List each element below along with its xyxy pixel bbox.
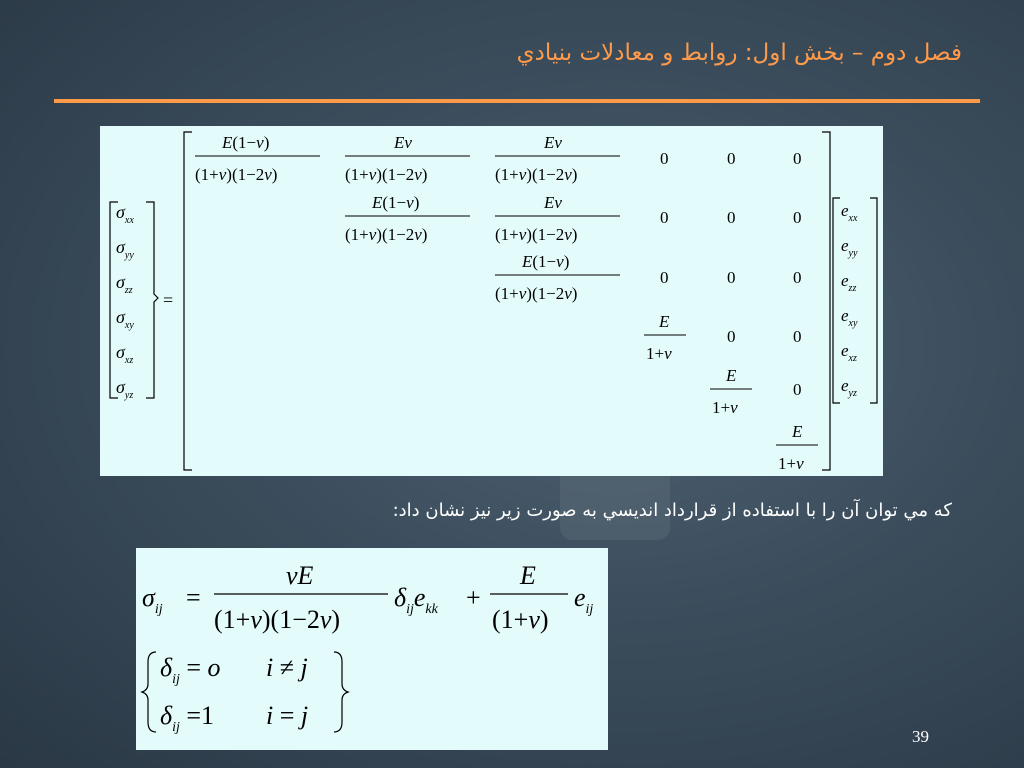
page-number: 39 [912, 727, 929, 746]
svg-text:eyz: $e_{yz}$ [841, 376, 857, 399]
svg-text:Eν: Eν [544, 133, 562, 152]
stiffness-matrix-equation [100, 126, 883, 476]
svg-text:σxx: $\sigma_{xx}$ [116, 202, 134, 226]
svg-text:0: 0 [727, 208, 736, 227]
svg-text:exy: $e_{xy}$ [841, 306, 858, 329]
svg-text:E: E [659, 312, 670, 331]
svg-text:0: 0 [727, 327, 736, 346]
svg-text:0: 0 [727, 149, 736, 168]
svg-text:(1+ν)(1−2ν): (1+ν)(1−2ν) [195, 165, 278, 184]
svg-text:νE: νE [286, 561, 314, 590]
svg-text:(1+ν): (1+ν) [492, 605, 549, 634]
svg-text:E(1−ν): E(1−ν) [372, 193, 420, 212]
equals-sign: = [163, 290, 174, 310]
title-underline [54, 99, 980, 103]
svg-text:exx: $e_{xx}$ [841, 201, 858, 224]
svg-text:E(1−ν): E(1−ν) [522, 252, 570, 271]
svg-text:i ≠ j: i ≠ j [266, 653, 308, 682]
svg-text:=: = [186, 583, 201, 612]
svg-text:δij = o: $\delta_{ij} = o$ [160, 653, 221, 687]
svg-text:0: 0 [660, 149, 669, 168]
svg-text:(1+ν)(1−2ν): (1+ν)(1−2ν) [345, 225, 428, 244]
svg-text:σij: $\sigma_{ij}$ [142, 583, 163, 617]
svg-text:E(1−ν): E(1−ν) [222, 133, 270, 152]
svg-text:0: 0 [793, 268, 802, 287]
svg-text:Eν: Eν [394, 133, 412, 152]
svg-text:1+ν: 1+ν [646, 344, 672, 363]
slide-title: فصل دوم – بخش اول: روابط و معادلات بنيادي [516, 40, 962, 66]
svg-text:σxz: $\sigma_{xz}$ [116, 342, 134, 366]
svg-text:0: 0 [793, 327, 802, 346]
body-text: که مي توان آن را با استفاده از قرارداد انديسي به صورت زير نيز نشان داد: [392, 500, 952, 521]
svg-text:σzz: $\sigma_{zz}$ [116, 272, 133, 296]
svg-text:δijekk: $\delta_{ij}e_{kk}$ [394, 583, 438, 617]
svg-text:(1+ν)(1−2ν): (1+ν)(1−2ν) [214, 605, 341, 634]
stiffness-matrix-panel [100, 126, 883, 476]
svg-text:δij =1: $\delta_{ij} =1$ [160, 701, 215, 735]
svg-text:exz: $e_{xz}$ [841, 341, 857, 364]
svg-text:eyy: $e_{yy}$ [841, 236, 858, 259]
index-notation-panel [136, 548, 608, 750]
svg-text:i = j: i = j [266, 701, 309, 730]
svg-text:(1+ν)(1−2ν): (1+ν)(1−2ν) [495, 165, 578, 184]
svg-text:0: 0 [660, 208, 669, 227]
svg-text:σxy: $\sigma_{xy}$ [116, 307, 134, 331]
svg-text:(1+ν)(1−2ν): (1+ν)(1−2ν) [495, 225, 578, 244]
index-notation-equation [136, 548, 608, 750]
svg-text:E: E [792, 422, 803, 441]
svg-text:eij: $e_{ij}$ [574, 583, 594, 617]
svg-text:0: 0 [793, 149, 802, 168]
svg-text:E: E [726, 366, 737, 385]
svg-text:0: 0 [727, 268, 736, 287]
svg-text:E: E [520, 561, 536, 590]
svg-text:σyy: $\sigma_{yy}$ [116, 237, 134, 261]
svg-text:1+ν: 1+ν [712, 398, 738, 417]
svg-text:σyz: $\sigma_{yz}$ [116, 377, 134, 401]
strain-vector [841, 201, 858, 399]
svg-text:+: + [466, 583, 481, 612]
svg-text:0: 0 [793, 380, 802, 399]
svg-text:0: 0 [793, 208, 802, 227]
matrix-entries [195, 133, 818, 473]
svg-text:1+ν: 1+ν [778, 454, 804, 473]
stress-vector [116, 202, 134, 401]
svg-text:Eν: Eν [544, 193, 562, 212]
svg-text:0: 0 [660, 268, 669, 287]
svg-text:(1+ν)(1−2ν): (1+ν)(1−2ν) [345, 165, 428, 184]
svg-text:ezz: $e_{zz}$ [841, 271, 857, 294]
svg-text:(1+ν)(1−2ν): (1+ν)(1−2ν) [495, 284, 578, 303]
kronecker-delta-cases [160, 653, 308, 735]
